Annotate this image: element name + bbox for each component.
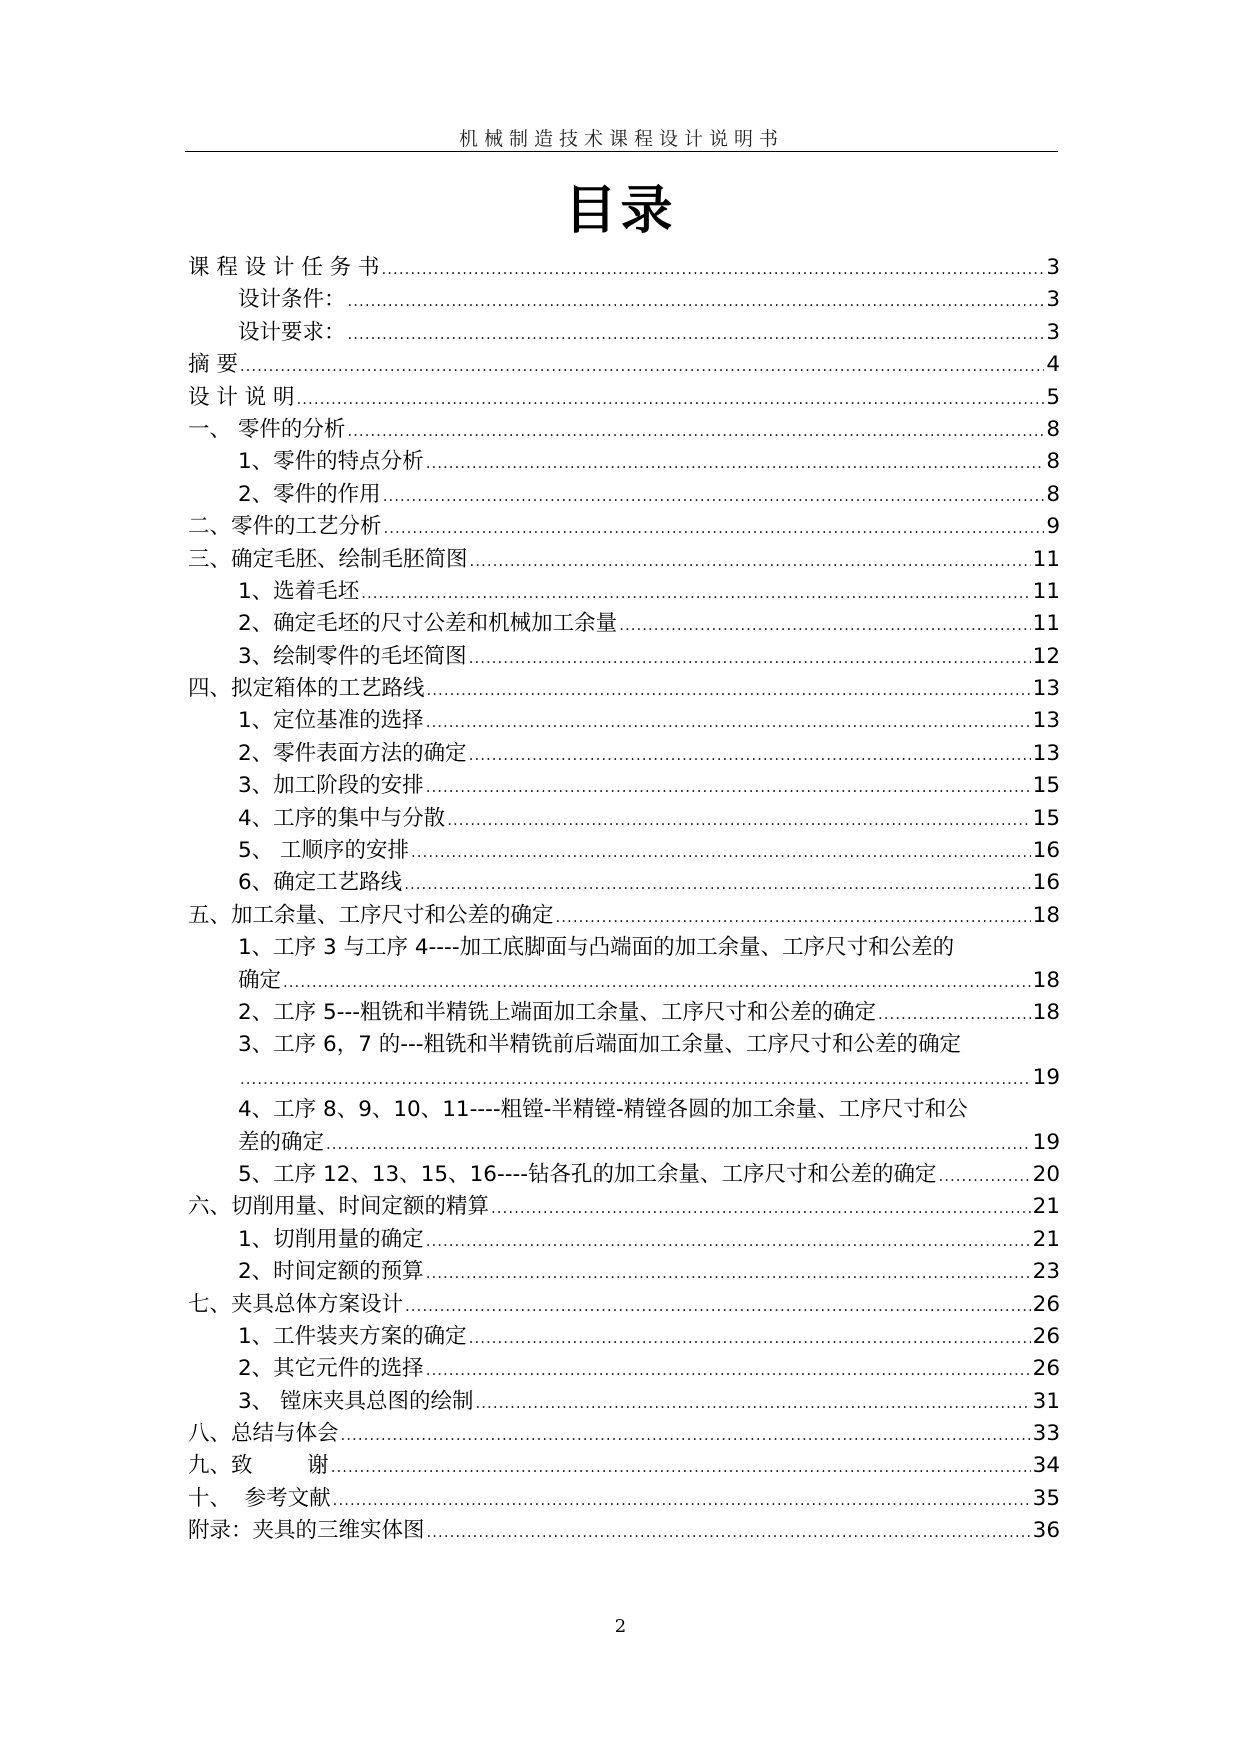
toc-page-number: 11 bbox=[1032, 611, 1060, 637]
toc-entry[interactable]: 八、总结与体会 ..... 33 bbox=[188, 1418, 1060, 1450]
toc-entry[interactable]: 六、切削用量、时间定额的精算 ..... 21 bbox=[188, 1191, 1060, 1223]
dot-leader bbox=[341, 1419, 1031, 1450]
toc-entry[interactable]: 3、 镗床夹具总图的绘制 ..... 31 bbox=[188, 1386, 1060, 1418]
toc-entry[interactable]: 一、 零件的分析 ..... 8 bbox=[188, 414, 1060, 446]
toc-entry[interactable]: 五、加工余量、工序尺寸和公差的确定 ..... 18 bbox=[188, 900, 1060, 932]
toc-entry[interactable]: 设 计 说 明 ..... 5 bbox=[188, 382, 1060, 414]
dot-leader bbox=[476, 1387, 1031, 1418]
dot-leader bbox=[348, 285, 1045, 316]
toc-entry[interactable]: 4、工序的集中与分散 ..... 15 bbox=[188, 803, 1060, 835]
toc-entry[interactable]: 三、确定毛胚、绘制毛胚简图 ..... 11 bbox=[188, 544, 1060, 576]
dot-leader bbox=[333, 1484, 1031, 1515]
dot-leader bbox=[347, 415, 1044, 446]
toc-entry[interactable]: 1、工件装夹方案的确定 ..... 26 bbox=[188, 1321, 1060, 1353]
toc-entry[interactable]: 2、工序 5---粗铣和半精铣上端面加工余量、工序尺寸和公差的确定 ..... 18 bbox=[188, 997, 1060, 1029]
dot-leader bbox=[426, 1225, 1031, 1256]
toc-entry[interactable]: 设计条件： ..... 3 bbox=[188, 284, 1060, 316]
toc-entry[interactable]: 1、零件的特点分析 ..... 8 bbox=[188, 446, 1060, 478]
toc-entry[interactable]: 确定 ..... 18 bbox=[188, 965, 1060, 997]
toc-entry[interactable] bbox=[188, 1062, 1060, 1094]
toc-page-number: 13 bbox=[1032, 740, 1060, 766]
toc-page-number: 4 bbox=[1046, 352, 1060, 378]
toc-page-number: 20 bbox=[1032, 1161, 1060, 1187]
toc-entry[interactable]: 5、 工顺序的安排 ..... 16 bbox=[188, 835, 1060, 867]
dot-leader bbox=[240, 350, 1044, 381]
toc-entry[interactable]: 2、其它元件的选择 ..... 26 bbox=[188, 1353, 1060, 1385]
toc-entry-line[interactable]: 4、工序 8、9、10、11----粗镗-半精镗-精镗各圆的加工余量、工序尺寸和公 bbox=[238, 1097, 968, 1123]
toc-entry[interactable]: 2、时间定额的预算 ..... 23 bbox=[188, 1256, 1060, 1288]
toc-page-number: 11 bbox=[1032, 578, 1060, 604]
toc-page-number: 18 bbox=[1032, 967, 1060, 993]
toc-page-number: 18 bbox=[1032, 999, 1060, 1025]
toc-entry[interactable]: 课 程 设 计 任 务 书 ..... 3 bbox=[188, 252, 1060, 284]
dot-leader bbox=[426, 1257, 1031, 1288]
toc-entry[interactable]: 四、拟定箱体的工艺路线 ..... 13 bbox=[188, 673, 1060, 705]
toc-entry[interactable]: 附录：夹具的三维实体图 ..... 36 bbox=[188, 1515, 1060, 1547]
dot-leader bbox=[240, 1063, 1031, 1094]
toc-page-number: 16 bbox=[1032, 838, 1060, 864]
dot-leader bbox=[470, 545, 1031, 576]
toc-page-number: 8 bbox=[1046, 416, 1060, 442]
toc-page-number: 3 bbox=[1046, 319, 1060, 345]
header-divider bbox=[185, 151, 1058, 152]
toc-page-number: 18 bbox=[1032, 902, 1060, 928]
toc-entry[interactable]: 二、零件的工艺分析 ..... 9 bbox=[188, 511, 1060, 543]
toc-entry[interactable]: 2、零件表面方法的确定 ..... 13 bbox=[188, 738, 1060, 770]
dot-leader bbox=[426, 771, 1031, 802]
toc-page-number: 19 bbox=[1032, 1129, 1060, 1155]
toc-page-number: 33 bbox=[1032, 1421, 1060, 1447]
toc-page-number: 26 bbox=[1032, 1323, 1060, 1349]
toc-page-number: 26 bbox=[1032, 1356, 1060, 1382]
dot-leader bbox=[405, 1290, 1031, 1321]
toc-entry[interactable]: 2、零件的作用 ..... 8 bbox=[188, 479, 1060, 511]
toc-page-number: 21 bbox=[1032, 1194, 1060, 1220]
toc-page-number: 8 bbox=[1046, 481, 1060, 507]
dot-leader bbox=[938, 1160, 1030, 1191]
dot-leader bbox=[469, 1322, 1031, 1353]
toc-page-number: 15 bbox=[1032, 773, 1060, 799]
toc-entry[interactable]: 七、夹具总体方案设计 ..... 26 bbox=[188, 1289, 1060, 1321]
dot-leader bbox=[404, 868, 1030, 899]
dot-leader bbox=[427, 1516, 1031, 1547]
toc-page-number: 12 bbox=[1032, 643, 1060, 669]
dot-leader bbox=[361, 577, 1030, 608]
toc-entry[interactable]: 1、切削用量的确定 ..... 21 bbox=[188, 1224, 1060, 1256]
toc-page-number: 15 bbox=[1032, 805, 1060, 831]
toc-entry[interactable]: 1、选着毛坯 ..... 11 bbox=[188, 576, 1060, 608]
toc-entry[interactable]: 2、确定毛坯的尺寸公差和机械加工余量 ..... 11 bbox=[188, 608, 1060, 640]
dot-leader bbox=[469, 739, 1031, 770]
toc-entry[interactable]: 5、工序 12、13、15、16----钻各孔的加工余量、工序尺寸和公差的确定 ..... 20 bbox=[188, 1159, 1060, 1191]
toc-entry[interactable]: 3、绘制零件的毛坯简图 ..... 12 bbox=[188, 641, 1060, 673]
toc-page-number: 35 bbox=[1032, 1485, 1060, 1511]
toc-entry-line[interactable]: 3、工序 6，7 的---粗铣和半精铣前后端面加工余量、工序尺寸和公差的确定 bbox=[238, 1032, 961, 1058]
dot-leader bbox=[426, 447, 1045, 478]
toc-entry[interactable]: 十、 参考文献 ..... 35 bbox=[188, 1483, 1060, 1515]
dot-leader bbox=[382, 253, 1045, 284]
dot-leader bbox=[619, 609, 1030, 640]
toc-entry[interactable]: 摘 要 ..... 4 bbox=[188, 349, 1060, 381]
toc-page-number: 8 bbox=[1046, 449, 1060, 475]
running-header: 机械制造技术课程设计说明书 bbox=[458, 128, 784, 150]
dot-leader bbox=[427, 674, 1031, 705]
toc-entry[interactable]: 差的确定 ..... 19 bbox=[188, 1127, 1060, 1159]
toc-page-number: 23 bbox=[1032, 1259, 1060, 1285]
toc-page-number: 3 bbox=[1046, 255, 1060, 280]
toc-page-number: 11 bbox=[1032, 546, 1060, 572]
toc-page-number: 13 bbox=[1032, 708, 1060, 734]
dot-leader bbox=[348, 318, 1045, 349]
dot-leader bbox=[326, 1128, 1031, 1159]
page-number: 2 bbox=[614, 1616, 627, 1637]
dot-leader bbox=[283, 966, 1031, 997]
toc-entry[interactable]: 6、确定工艺路线 ..... 16 bbox=[188, 867, 1060, 899]
table-of-contents bbox=[188, 252, 1060, 1548]
toc-page-number: 16 bbox=[1032, 870, 1060, 896]
toc-entry[interactable]: 设计要求： ..... 3 bbox=[188, 317, 1060, 349]
toc-page-number: 9 bbox=[1046, 514, 1060, 540]
dot-leader bbox=[384, 512, 1045, 543]
dot-leader bbox=[426, 706, 1031, 737]
dot-leader bbox=[297, 383, 1045, 414]
toc-page-number: 3 bbox=[1046, 287, 1060, 313]
page-title: 目录 bbox=[564, 181, 677, 241]
toc-page-number: 26 bbox=[1032, 1291, 1060, 1317]
toc-page-number: 19 bbox=[1032, 1064, 1060, 1090]
dot-leader bbox=[556, 901, 1031, 932]
toc-entry[interactable]: 九、致 谢 ..... 34 bbox=[188, 1450, 1060, 1482]
toc-page-number: 5 bbox=[1046, 384, 1060, 410]
toc-page-number: 36 bbox=[1032, 1518, 1060, 1544]
dot-leader bbox=[878, 998, 1031, 1029]
dot-leader bbox=[331, 1451, 1031, 1482]
toc-page-number: 13 bbox=[1032, 676, 1060, 702]
dot-leader bbox=[383, 480, 1045, 511]
dot-leader bbox=[491, 1192, 1031, 1223]
toc-page-number: 31 bbox=[1032, 1388, 1060, 1414]
dot-leader bbox=[447, 804, 1030, 835]
toc-entry-line[interactable]: 1、工序 3 与工序 4----加工底脚面与凸端面的加工余量、工序尺寸和公差的 bbox=[238, 935, 955, 961]
dot-leader bbox=[426, 1354, 1031, 1385]
dot-leader bbox=[411, 836, 1031, 867]
toc-page-number: 21 bbox=[1032, 1226, 1060, 1252]
toc-entry[interactable]: 3、加工阶段的安排 ..... 15 bbox=[188, 770, 1060, 802]
toc-page-number: 34 bbox=[1032, 1453, 1060, 1479]
toc-entry[interactable]: 1、定位基准的选择 ..... 13 bbox=[188, 705, 1060, 737]
dot-leader bbox=[469, 642, 1031, 673]
